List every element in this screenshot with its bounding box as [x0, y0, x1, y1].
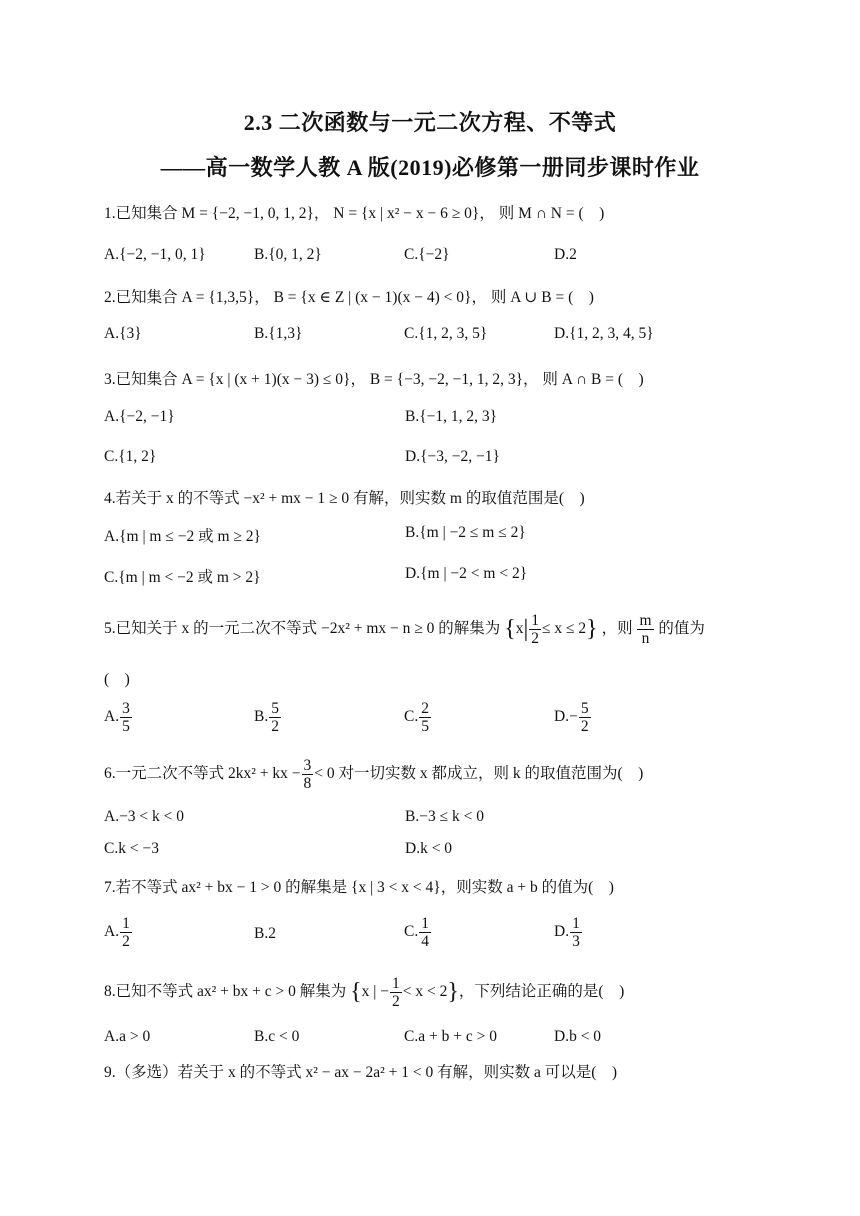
question-5-option-a: [104, 700, 133, 735]
question-1-stem: 1.已知集合 M = {−2, −1, 0, 1, 2}， N = {x | x² − x − 6 ≥ 0}， 则 M ∩ N = ( ): [104, 205, 605, 222]
question-1-option-d: D.2: [554, 246, 577, 263]
question-4-option-b: B.{m | −2 ≤ m ≤ 2}: [405, 524, 526, 541]
question-8-stem: [104, 975, 624, 1010]
question-6-option-a: A.−3 < k < 0: [104, 808, 185, 825]
brace-open: {: [350, 979, 362, 1005]
set-condition: ≤ x ≤ 2: [542, 620, 587, 638]
set-fraction: [529, 612, 541, 647]
three-eighths-fraction: [302, 757, 314, 792]
question-2-option-a: A.{3}: [104, 325, 142, 342]
fraction-numerator: 2: [421, 700, 429, 717]
option-prefix: A.: [104, 923, 120, 941]
fraction-denominator: 2: [531, 630, 540, 647]
question-5-option-d: [554, 700, 592, 735]
question-4-option-c: C.{m | m < −2 或 m > 2}: [104, 569, 261, 586]
set-bar: |: [523, 616, 529, 642]
set-fraction: [390, 975, 402, 1010]
fraction-numerator: 3: [122, 700, 130, 717]
option-fraction: [120, 700, 132, 735]
question-5-option-b: [254, 700, 282, 735]
question-7-option-c: [404, 915, 432, 950]
option-prefix: D.−: [554, 708, 578, 726]
question-3-option-d: D.{−3, −2, −1}: [405, 448, 500, 465]
question-5-option-c: [404, 700, 432, 735]
option-fraction: [120, 915, 132, 950]
fraction-denominator: 2: [122, 933, 130, 950]
m-over-n-fraction: [637, 612, 653, 647]
set-variable: x | −: [361, 983, 390, 1001]
question-4-option-d: D.{m | −2 < m < 2}: [405, 565, 528, 582]
fraction-denominator: 8: [303, 775, 312, 792]
option-fraction: [419, 700, 431, 735]
option-prefix: D.: [554, 923, 570, 941]
question-8-option-d: D.b < 0: [554, 1028, 602, 1045]
fraction-numerator: m: [639, 612, 652, 629]
fraction-numerator: 1: [392, 975, 400, 992]
fraction-denominator: n: [641, 630, 650, 647]
question-8-option-c: C.a + b + c > 0: [404, 1028, 497, 1045]
option-fraction: [579, 700, 591, 735]
question-7-option-d: [554, 915, 583, 950]
brace-close: }: [447, 979, 459, 1005]
question-5-stem-text-a: 5.已知关于 x 的一元二次不等式 −2x² + mx − n ≥ 0 的解集为: [104, 620, 501, 638]
fraction-denominator: 2: [580, 718, 589, 735]
fraction-denominator: 2: [392, 993, 400, 1010]
question-2-stem: 2.已知集合 A = {1,3,5}， B = {x ∈ Z | (x − 1)(x − 4) < 0}， 则 A ∪ B = ( ): [104, 289, 594, 306]
question-6-stem-text-b: < 0 对一切实数 x 都成立，则 k 的取值范围为( ): [314, 765, 644, 783]
question-6-stem: [104, 757, 643, 792]
question-6-option-b: B.−3 ≤ k < 0: [405, 808, 484, 825]
fraction-denominator: 3: [572, 933, 580, 950]
question-6-option-d: D.k < 0: [405, 840, 453, 857]
option-prefix: C.: [404, 708, 419, 726]
question-5-stem-text-b: ，则: [601, 620, 633, 638]
page-title: 2.3 二次函数与一元二次方程、不等式: [243, 110, 617, 135]
question-7-option-b: B.2: [254, 925, 276, 942]
question-8-stem-text-a: 8.已知不等式 ax² + bx + c > 0 解集为: [104, 983, 347, 1001]
question-4-stem: 4.若关于 x 的不等式 −x² + mx − 1 ≥ 0 有解，则实数 m 的取值范围是( ): [104, 490, 585, 507]
fraction-denominator: 5: [421, 718, 429, 735]
question-8-stem-text-b: ，下列结论正确的是( ): [458, 983, 625, 1001]
option-prefix: B.: [254, 708, 269, 726]
question-5-stem-text-c: 的值为: [658, 620, 705, 638]
fraction-denominator: 4: [421, 933, 429, 950]
question-6-stem-text-a: 6.一元二次不等式 2kx² + kx −: [104, 765, 301, 783]
fraction-denominator: 5: [122, 718, 130, 735]
question-7-stem: 7.若不等式 ax² + bx − 1 > 0 的解集是 {x | 3 < x < 4}，则实数 a + b 的值为( ): [104, 879, 614, 896]
question-2-option-d: D.{1, 2, 3, 4, 5}: [554, 325, 654, 342]
fraction-numerator: 1: [572, 915, 580, 932]
page-subtitle: ——高一数学人教 A 版(2019)必修第一册同步课时作业: [160, 155, 700, 180]
question-3-option-c: C.{1, 2}: [104, 448, 157, 465]
option-prefix: A.: [104, 708, 120, 726]
question-9-stem: 9.（多选）若关于 x 的不等式 x² − ax − 2a² + 1 < 0 有解，则实数 a 可以是( ): [104, 1064, 618, 1081]
fraction-numerator: 5: [580, 700, 589, 717]
fraction-numerator: 1: [122, 915, 130, 932]
question-1-option-c: C.{−2}: [404, 246, 450, 263]
question-8-option-a: A.a > 0: [104, 1028, 151, 1045]
question-2-option-b: B.{1,3}: [254, 325, 303, 342]
question-6-option-c: C.k < −3: [104, 840, 159, 857]
fraction-numerator: 1: [421, 915, 429, 932]
option-fraction: [269, 700, 281, 735]
option-prefix: C.: [404, 923, 419, 941]
fraction-denominator: 2: [271, 718, 279, 735]
option-fraction: [570, 915, 582, 950]
question-7-option-a: [104, 915, 133, 950]
fraction-numerator: 1: [531, 612, 540, 629]
question-4-option-a: A.{m | m ≤ −2 或 m ≥ 2}: [104, 528, 261, 545]
question-1-option-a: A.{−2, −1, 0, 1}: [104, 246, 206, 263]
question-2-option-c: C.{1, 2, 3, 5}: [404, 325, 488, 342]
question-3-option-b: B.{−1, 1, 2, 3}: [405, 408, 498, 425]
question-3-stem: 3.已知集合 A = {x | (x + 1)(x − 3) ≤ 0}， B = {−3, −2, −1, 1, 2, 3}， 则 A ∩ B = ( ): [104, 371, 644, 388]
fraction-numerator: 3: [303, 757, 312, 774]
question-3-option-a: A.{−2, −1}: [104, 408, 175, 425]
brace-open: {: [504, 616, 516, 642]
brace-close: }: [586, 616, 598, 642]
set-condition: < x < 2: [402, 983, 448, 1001]
question-8-option-b: B.c < 0: [254, 1028, 300, 1045]
fraction-numerator: 5: [271, 700, 279, 717]
question-5-stem: [104, 612, 705, 647]
question-5-paren: ( ): [104, 671, 130, 688]
set-variable: x: [515, 620, 524, 638]
option-fraction: [419, 915, 431, 950]
question-1-option-b: B.{0, 1, 2}: [254, 246, 322, 263]
